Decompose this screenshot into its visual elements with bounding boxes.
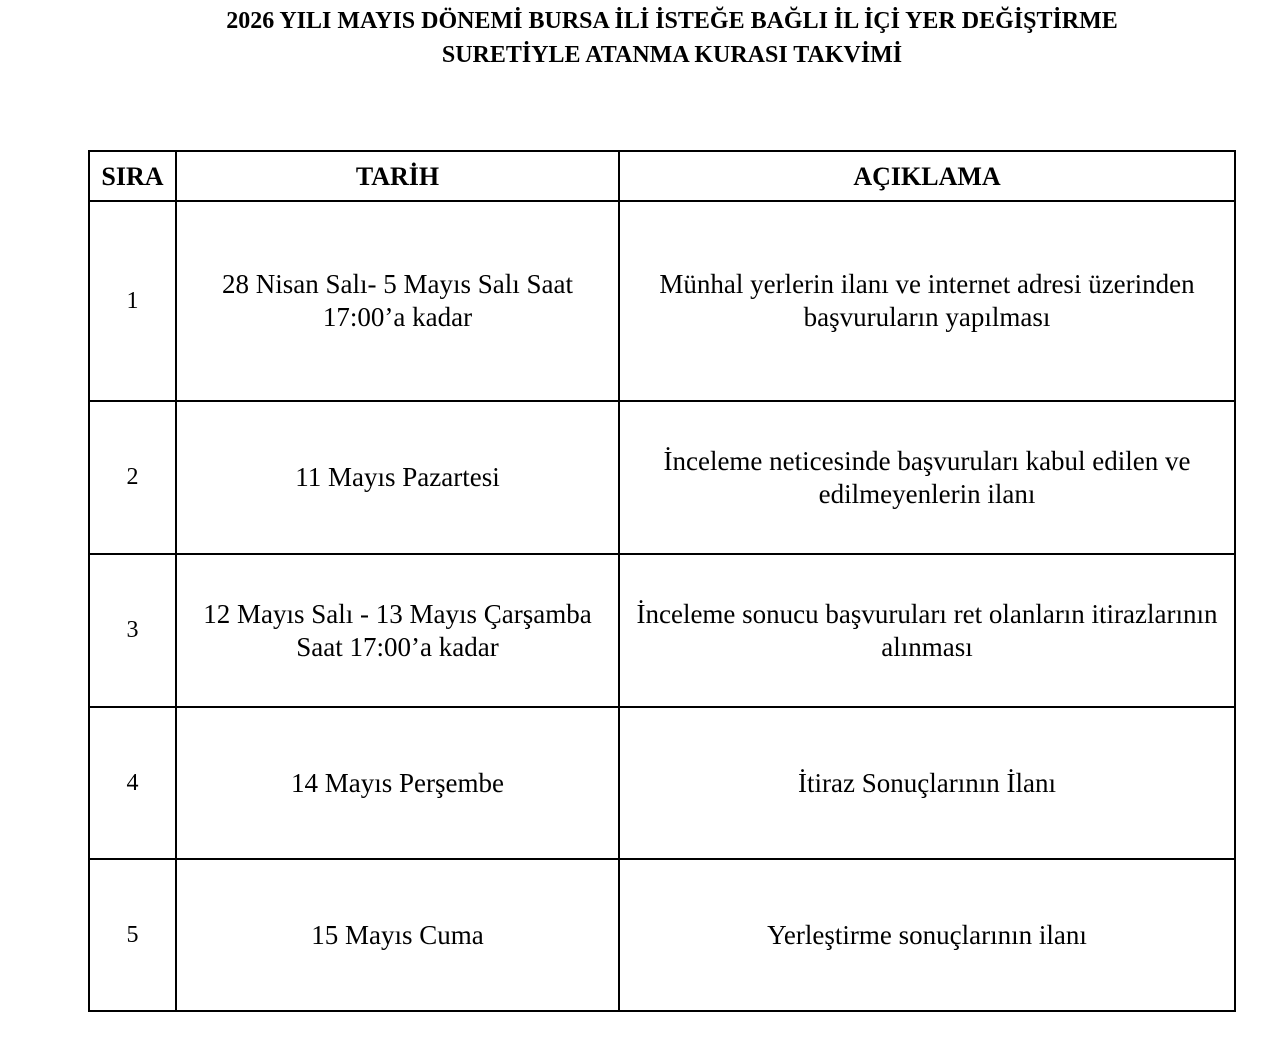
table-row bbox=[89, 554, 1235, 707]
page-title-line-1: 2026 YILI MAYIS DÖNEMİ BURSA İLİ İSTEĞE BAĞLI İL İÇİ YER DEĞİŞTİRME bbox=[226, 8, 1118, 34]
row-description: İnceleme sonucu başvuruları ret olanların itirazlarının alınması bbox=[619, 554, 1235, 707]
row-date: 14 Mayıs Perşembe bbox=[176, 707, 619, 859]
row-number: 5 bbox=[89, 859, 176, 1011]
schedule-table bbox=[88, 150, 1236, 1012]
table-row bbox=[89, 859, 1235, 1011]
row-date: 15 Mayıs Cuma bbox=[176, 859, 619, 1011]
row-date: 11 Mayıs Pazartesi bbox=[176, 401, 619, 554]
header-sira: SIRA bbox=[89, 151, 176, 201]
row-number: 4 bbox=[89, 707, 176, 859]
page-title-line-2: SURETİYLE ATANMA KURASI TAKVİMİ bbox=[441, 42, 903, 68]
row-number: 3 bbox=[89, 554, 176, 707]
header-tarih: TARİH bbox=[176, 151, 619, 201]
table-row bbox=[89, 401, 1235, 554]
row-date: 12 Mayıs Salı - 13 Mayıs Çarşamba Saat 17:00’a kadar bbox=[176, 554, 619, 707]
row-description: Münhal yerlerin ilanı ve internet adresi üzerinden başvuruların yapılması bbox=[619, 201, 1235, 401]
header-aciklama: AÇIKLAMA bbox=[619, 151, 1235, 201]
table-header-row bbox=[89, 151, 1235, 201]
page-title bbox=[0, 4, 1280, 72]
table-row bbox=[89, 707, 1235, 859]
row-date: 28 Nisan Salı- 5 Mayıs Salı Saat 17:00’a kadar bbox=[176, 201, 619, 401]
row-description: Yerleştirme sonuçlarının ilanı bbox=[619, 859, 1235, 1011]
row-number: 1 bbox=[89, 201, 176, 401]
table-row bbox=[89, 201, 1235, 401]
row-description: İnceleme neticesinde başvuruları kabul edilen ve edilmeyenlerin ilanı bbox=[619, 401, 1235, 554]
row-number: 2 bbox=[89, 401, 176, 554]
row-description: İtiraz Sonuçlarının İlanı bbox=[619, 707, 1235, 859]
